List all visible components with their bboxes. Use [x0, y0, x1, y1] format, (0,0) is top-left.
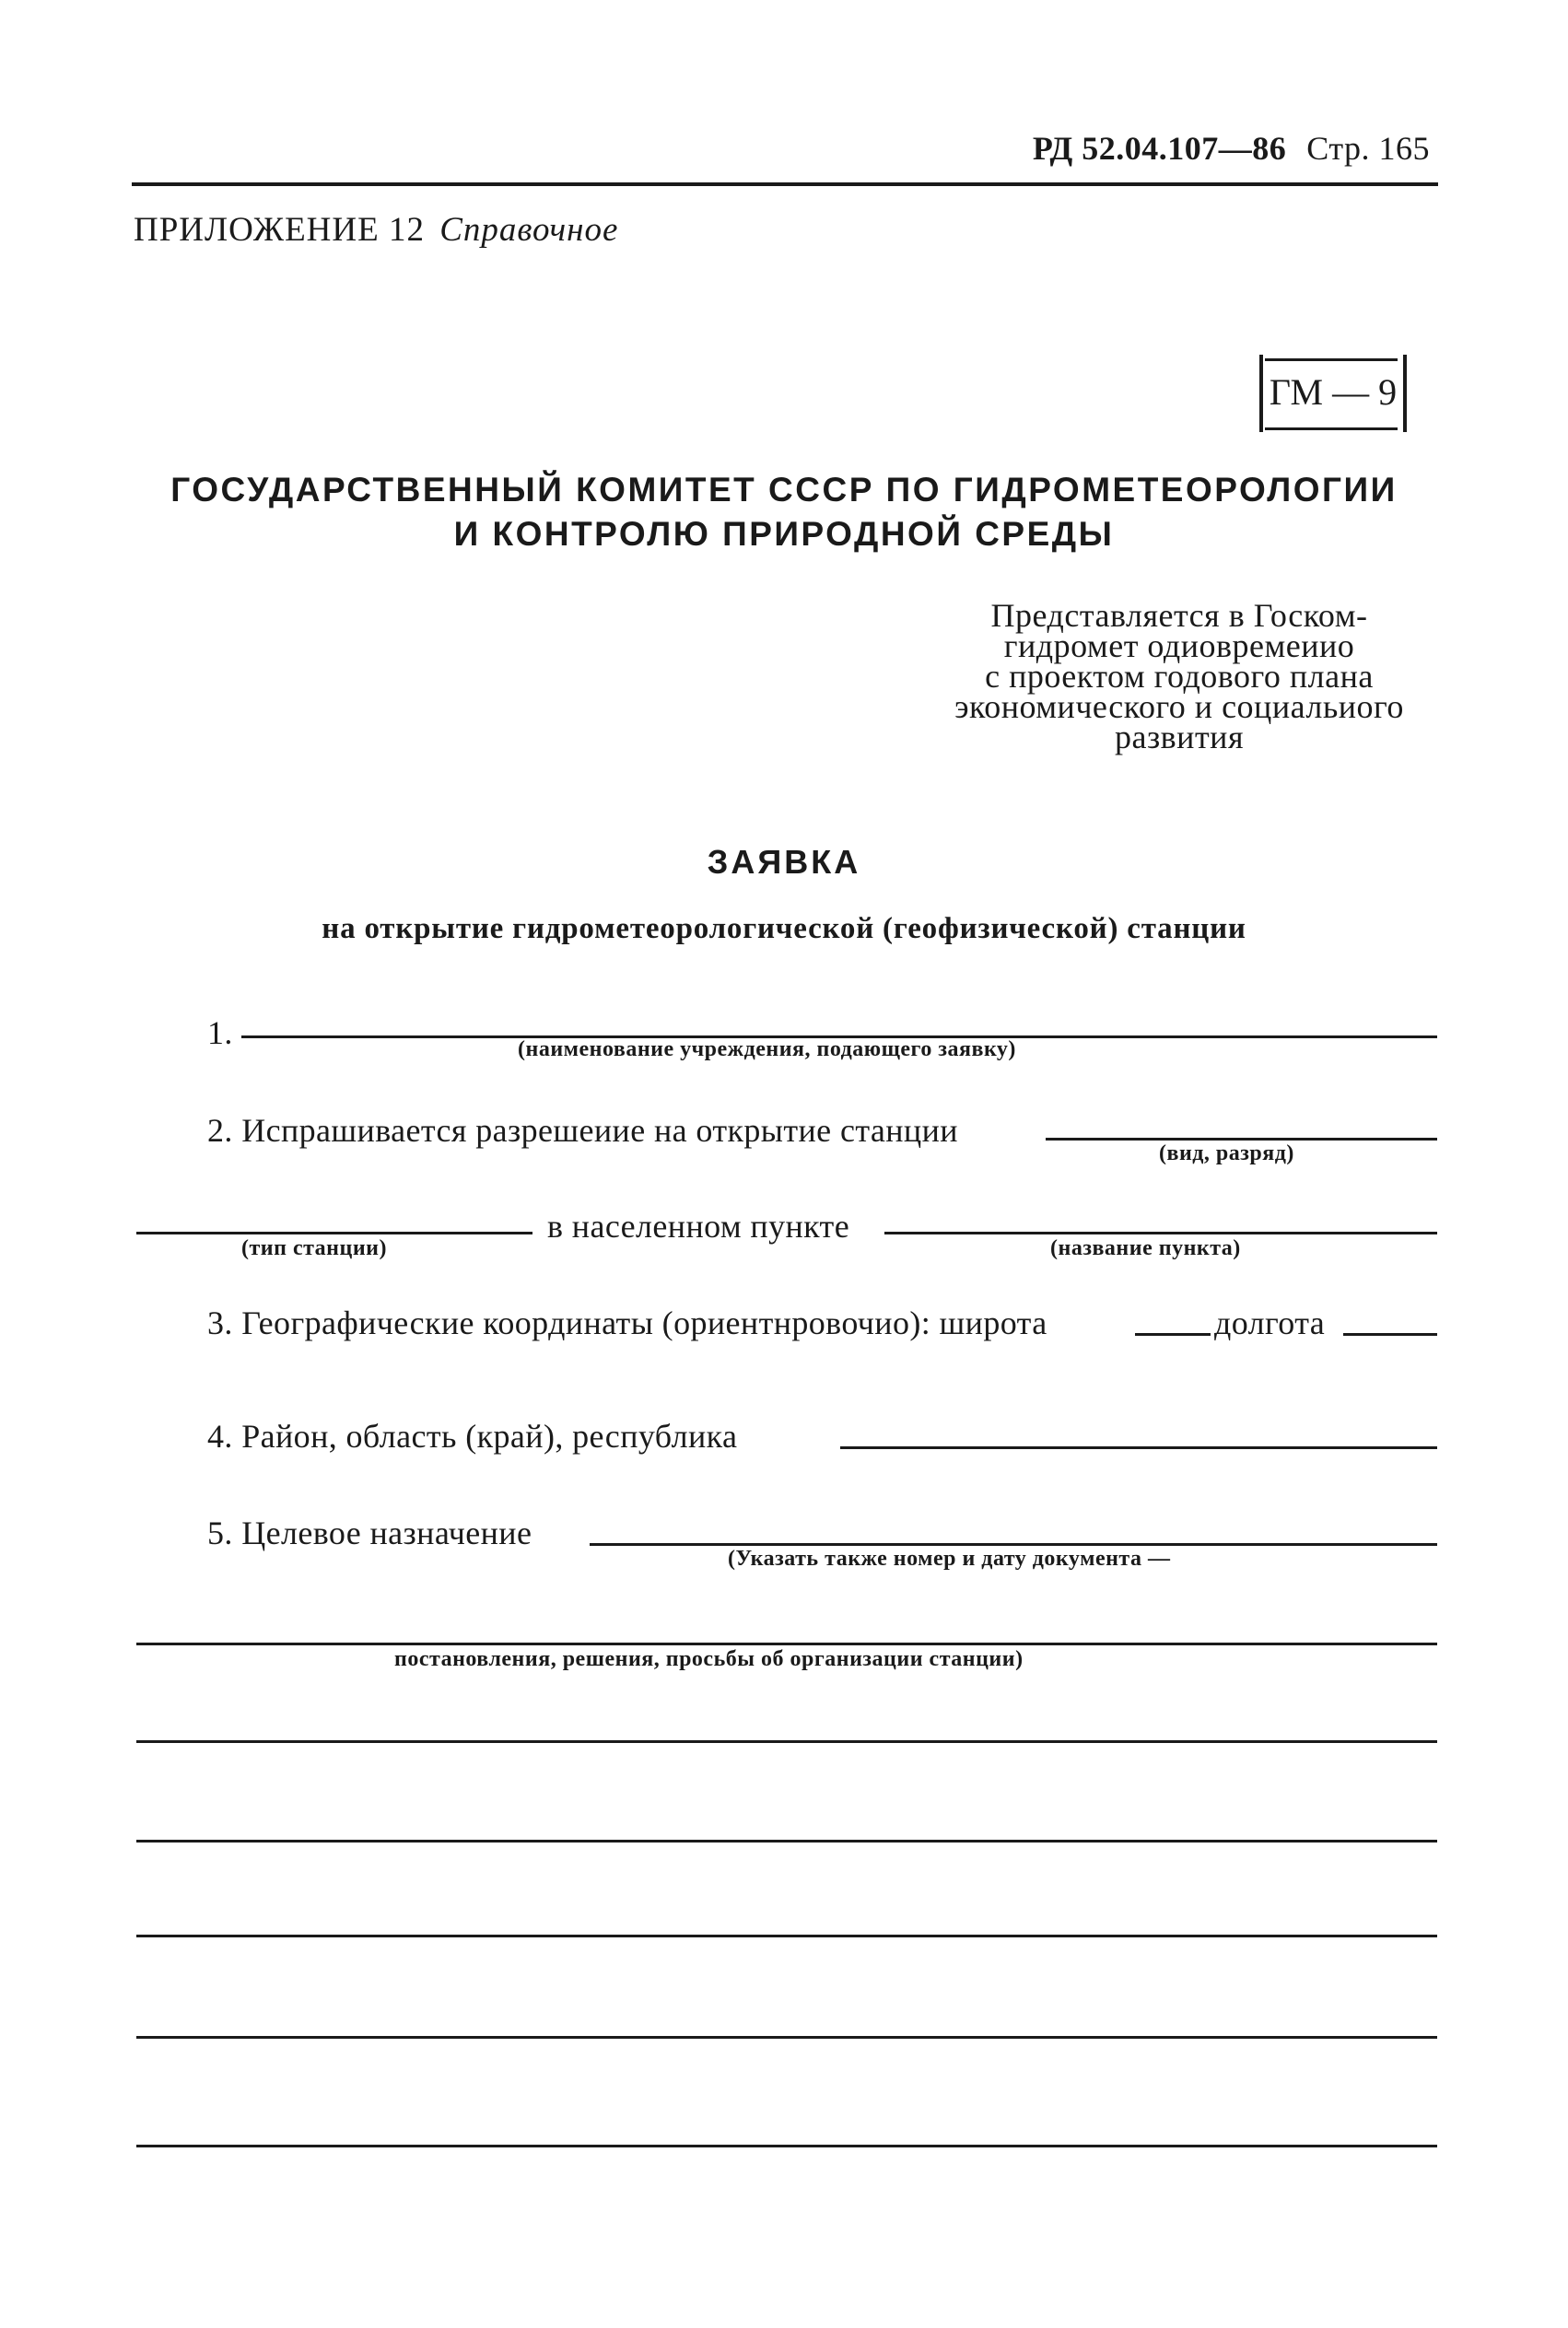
- appendix-number: ПРИЛОЖЕНИЕ 12: [134, 211, 425, 249]
- field-2-locality-line[interactable]: [884, 1232, 1437, 1234]
- submission-note-line: развития: [1114, 719, 1245, 755]
- blank-writing-line[interactable]: [136, 1740, 1437, 1743]
- field-5-label: 5. Целевое назначение: [207, 1515, 532, 1551]
- form-code: ГМ — 9: [1269, 371, 1398, 413]
- field-2-station-type-hint: (тип станции): [241, 1236, 387, 1260]
- page-number: Стр. 165: [1306, 130, 1430, 167]
- appendix-kind: Справочное: [439, 211, 619, 249]
- document-reference-header: [1033, 129, 1430, 168]
- header-rule: [132, 182, 1438, 186]
- field-3-latitude-label: 3. Географические координаты (ориентнровочио): широта: [207, 1304, 1047, 1341]
- document-subtitle: на открытие гидрометеорологической (геофизической) станции: [322, 912, 1246, 945]
- organization-line-1: ГОСУДАРСТВЕННЫЙ КОМИТЕТ СССР ПО ГИДРОМЕТЕОРОЛОГИИ: [170, 471, 1398, 509]
- field-1-hint: (наименование учреждения, подающего заявку): [518, 1037, 1016, 1061]
- form-code-top-rule: [1265, 358, 1398, 361]
- field-5-hint: (Указать также номер и дату документа —: [728, 1547, 1171, 1571]
- field-2-locality-label: в населенном пункте: [547, 1208, 850, 1245]
- form-code-box: [1259, 355, 1407, 432]
- document-code: РД 52.04.107—86: [1032, 130, 1287, 167]
- blank-writing-line[interactable]: [136, 1840, 1437, 1843]
- field-3-longitude-label: долгота: [1214, 1304, 1326, 1341]
- field-5-continuation-line[interactable]: [136, 1643, 1437, 1645]
- field-2-label: 2. Испрашивается разрешеиие на открытие станции: [207, 1112, 958, 1149]
- field-3-longitude-line[interactable]: [1343, 1333, 1437, 1336]
- form-code-bottom-rule: [1265, 427, 1398, 430]
- field-2-locality-hint: (название пункта): [1050, 1236, 1241, 1260]
- organization-name: [0, 468, 1568, 556]
- submission-note-line: гидромет одиовремеиио: [1003, 627, 1355, 664]
- field-5-hint-continued: постановления, решения, просьбы об организации станции): [394, 1647, 1024, 1671]
- appendix-label: [134, 210, 618, 250]
- submission-note: [921, 597, 1437, 755]
- submission-note-line: с проектом годового плана: [985, 658, 1374, 695]
- blank-writing-line[interactable]: [136, 2036, 1437, 2039]
- field-3-latitude-line[interactable]: [1135, 1333, 1211, 1336]
- blank-writing-line[interactable]: [136, 2145, 1437, 2147]
- document-title: ЗАЯВКА: [707, 843, 861, 881]
- blank-writing-line[interactable]: [136, 1935, 1437, 1937]
- field-4-label: 4. Район, область (край), республика: [207, 1418, 738, 1455]
- submission-note-line: Представляется в Госком-: [990, 597, 1368, 634]
- field-2-type-line[interactable]: [1046, 1138, 1437, 1141]
- field-2-station-type-line[interactable]: [136, 1232, 532, 1234]
- field-1-number: 1.: [207, 1014, 233, 1051]
- field-2-type-hint: (вид, разряд): [1159, 1141, 1294, 1165]
- field-5-input-line[interactable]: [590, 1543, 1437, 1546]
- field-4-input-line[interactable]: [840, 1446, 1437, 1449]
- submission-note-line: экономического и социальиого: [954, 688, 1404, 725]
- organization-line-2: И КОНТРОЛЮ ПРИРОДНОЙ СРЕДЫ: [453, 515, 1115, 553]
